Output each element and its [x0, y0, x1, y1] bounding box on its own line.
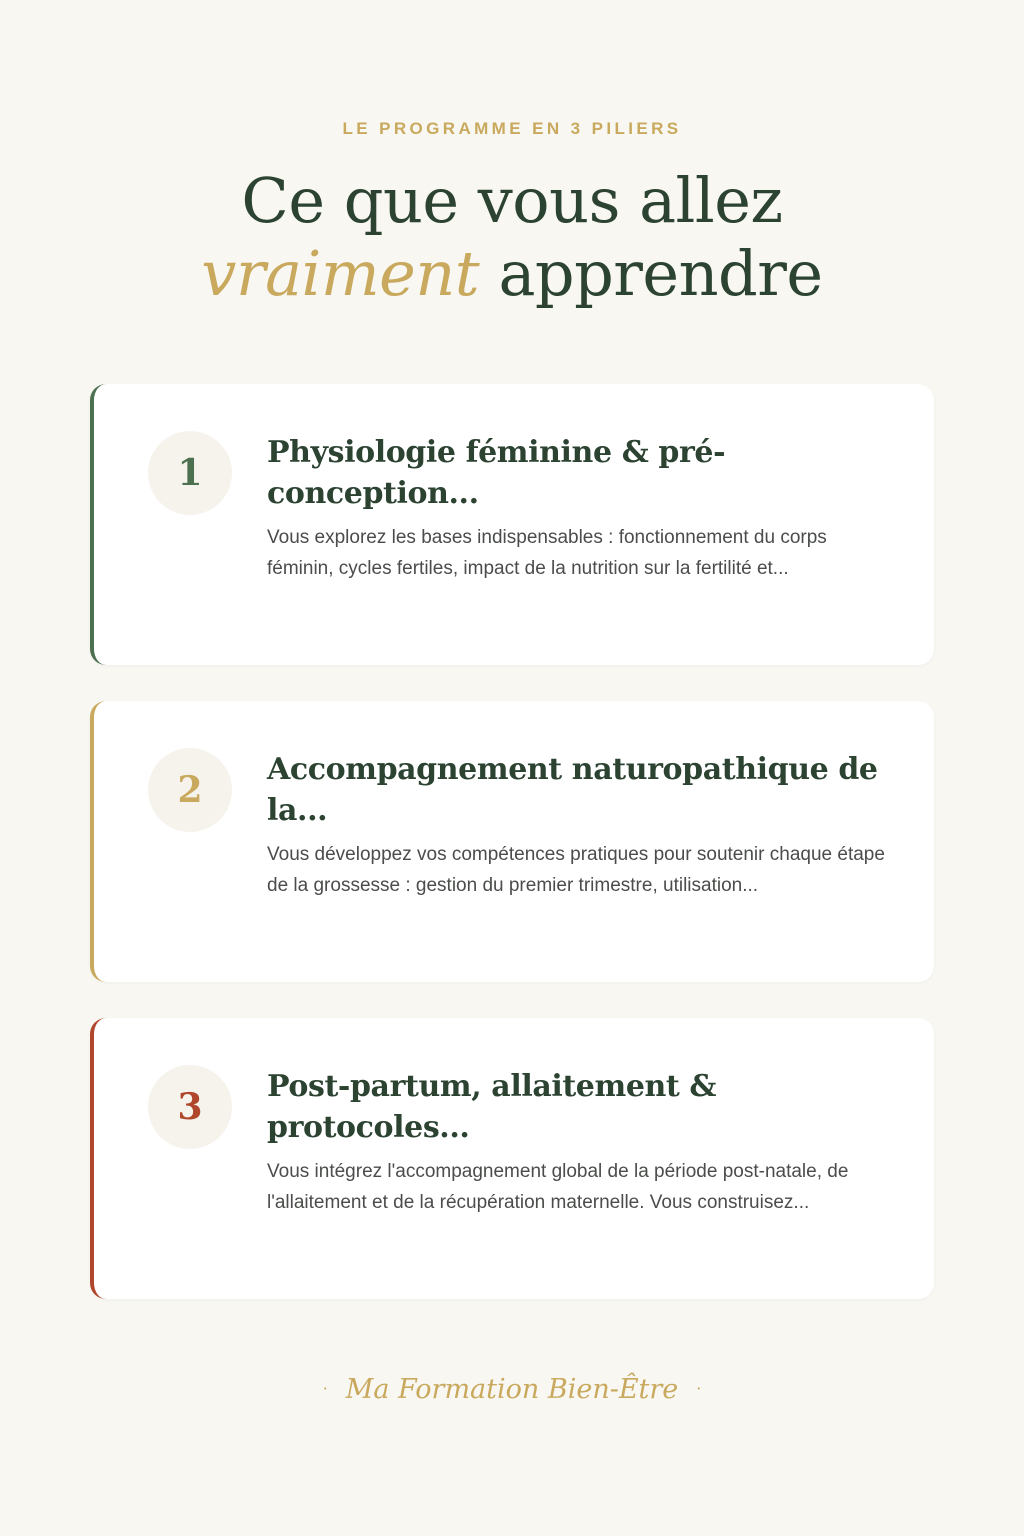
pillar-description: Vous développez vos compétences pratiques pour soutenir chaque étape de la grossesse : gestion du premier trimestre, utilisation... — [267, 844, 885, 896]
pillar-description: Vous intégrez l'accompagnement global de la période post-natale, de l'allaitement et de la récupération maternelle. Vous construisez... — [267, 1161, 849, 1213]
pillar-card-1[interactable] — [90, 384, 934, 665]
page-title-line-1: Ce que vous allez — [241, 164, 783, 237]
dot-separator-icon: · — [322, 1379, 328, 1398]
section-eyebrow: LE PROGRAMME EN 3 PILIERS — [342, 119, 682, 138]
pillar-title: Post-partum, allaitement & protocoles... — [267, 1069, 717, 1145]
pillar-number-badge: 2 — [148, 748, 232, 832]
page-title-accent: vraiment — [201, 237, 480, 310]
pillar-description: Vous explorez les bases indispensables : fonctionnement du corps féminin, cycles fertiles, impact de la nutrition sur la fertilité et... — [267, 527, 827, 579]
pillar-number-badge: 3 — [148, 1065, 232, 1149]
pillar-card-3[interactable] — [90, 1018, 934, 1299]
footer-brand-text: Ma Formation Bien-Être — [345, 1374, 679, 1405]
pillar-card-2[interactable] — [90, 701, 934, 982]
page-title-line-2 — [0, 237, 1024, 310]
dot-separator-icon: · — [696, 1379, 702, 1398]
footer-brand — [0, 1374, 1024, 1405]
page-title — [0, 164, 1024, 310]
page-title-line-2-rest: apprendre — [498, 237, 823, 310]
pillar-title: Physiologie féminine & pré-conception... — [267, 435, 726, 511]
pillar-number-badge: 1 — [148, 431, 232, 515]
pillar-title: Accompagnement naturopathique de la... — [267, 752, 878, 828]
